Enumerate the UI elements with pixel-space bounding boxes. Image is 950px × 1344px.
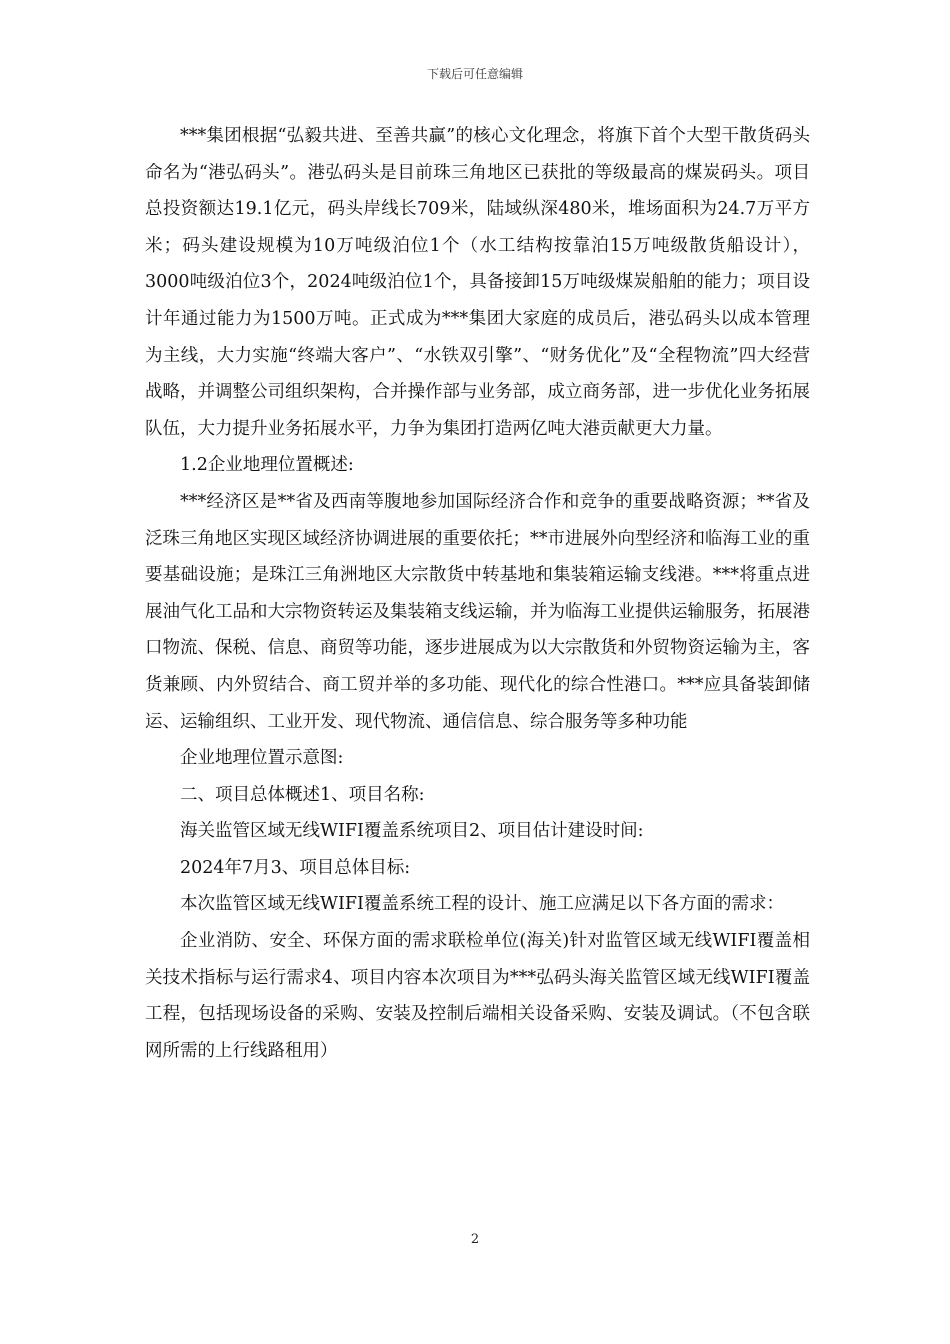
paragraph-project-date: 2024年7月3、项目总体目标: [180, 857, 411, 878]
page-header-note: 下载后可任意编辑 [426, 67, 523, 81]
paragraph-project-goal: 本次监管区域无线WIFI覆盖系统工程的设计、施工应满足以下各方面的需求： [180, 894, 784, 915]
paragraph-project-name: 二、项目总体概述1、项目名称: [180, 784, 425, 805]
section-heading-location: 1.2企业地理位置概述: [180, 455, 354, 476]
document-body [145, 118, 810, 1069]
location-diagram-caption: 企业地理位置示意图: [180, 748, 344, 769]
paragraph-company-intro: ***集团根据“弘毅共进、至善共赢”的核心文化理念，将旗下首个大型干散货码头命名为“港弘码头”。港弘码头是目前珠三角地区已获批的等级最高的煤炭码头。项目总投资额达19.1亿元，码头岸线长709米，陆域纵深480米，堆场面积为24.7万平方米；码头建设规模为10万吨级泊位1个（水工结构按靠泊15万吨级散货船设计），3000吨级泊位3个，2024吨级泊位1个，具备接卸15万吨级煤炭船舶的能力；项目设计年通过能力为1500万吨。正式成为***集团大家庭的成员后，港弘码头以成本管理为主线，大力实施“终端大客户”、“水铁双引擎”、“财务优化”及“全程物流”四大经营战略，并调整公司组织架构，合并操作部与业务部，成立商务部，进一步优化业务拓展队伍，大力提升业务拓展水平，力争为集团打造两亿吨大港贡献更大力量。 [145, 126, 810, 439]
page-number: 2 [470, 1232, 480, 1247]
paragraph-project-title: 海关监管区域无线WIFI覆盖系统项目2、项目估计建设时间: [180, 821, 644, 842]
paragraph-location-overview: ***经济区是**省及西南等腹地参加国际经济合作和竞争的重要战略资源；**省及泛珠三角地区实现区域经济协调进展的重要依托；**市进展外向型经济和临海工业的重要基础设施；是珠江三角洲地区大宗散货中转基地和集装箱运输支线港。***将重点进展油气化工品和大宗物资转运及集装箱支线运输，并为临海工业提供运输服务，拓展港口物流、保税、信息、商贸等功能，逐步进展成为以大宗散货和外贸物资运输为主，客货兼顾、内外贸结合、商工贸并举的多功能、现代化的综合性港口。***应具备装卸储运、运输组织、工业开发、现代物流、通信信息、综合服务等多种功能 [145, 491, 810, 732]
paragraph-project-content: 企业消防、安全、环保方面的需求联检单位(海关)针对监管区域无线WIFI覆盖相关技术指标与运行需求4、项目内容本次项目为***弘码头海关监管区域无线WIFI覆盖工程，包括现场设备的采购、安装及控制后端相关设备采购、安装及调试。（不包含联网所需的上行线路租用） [145, 931, 810, 1061]
